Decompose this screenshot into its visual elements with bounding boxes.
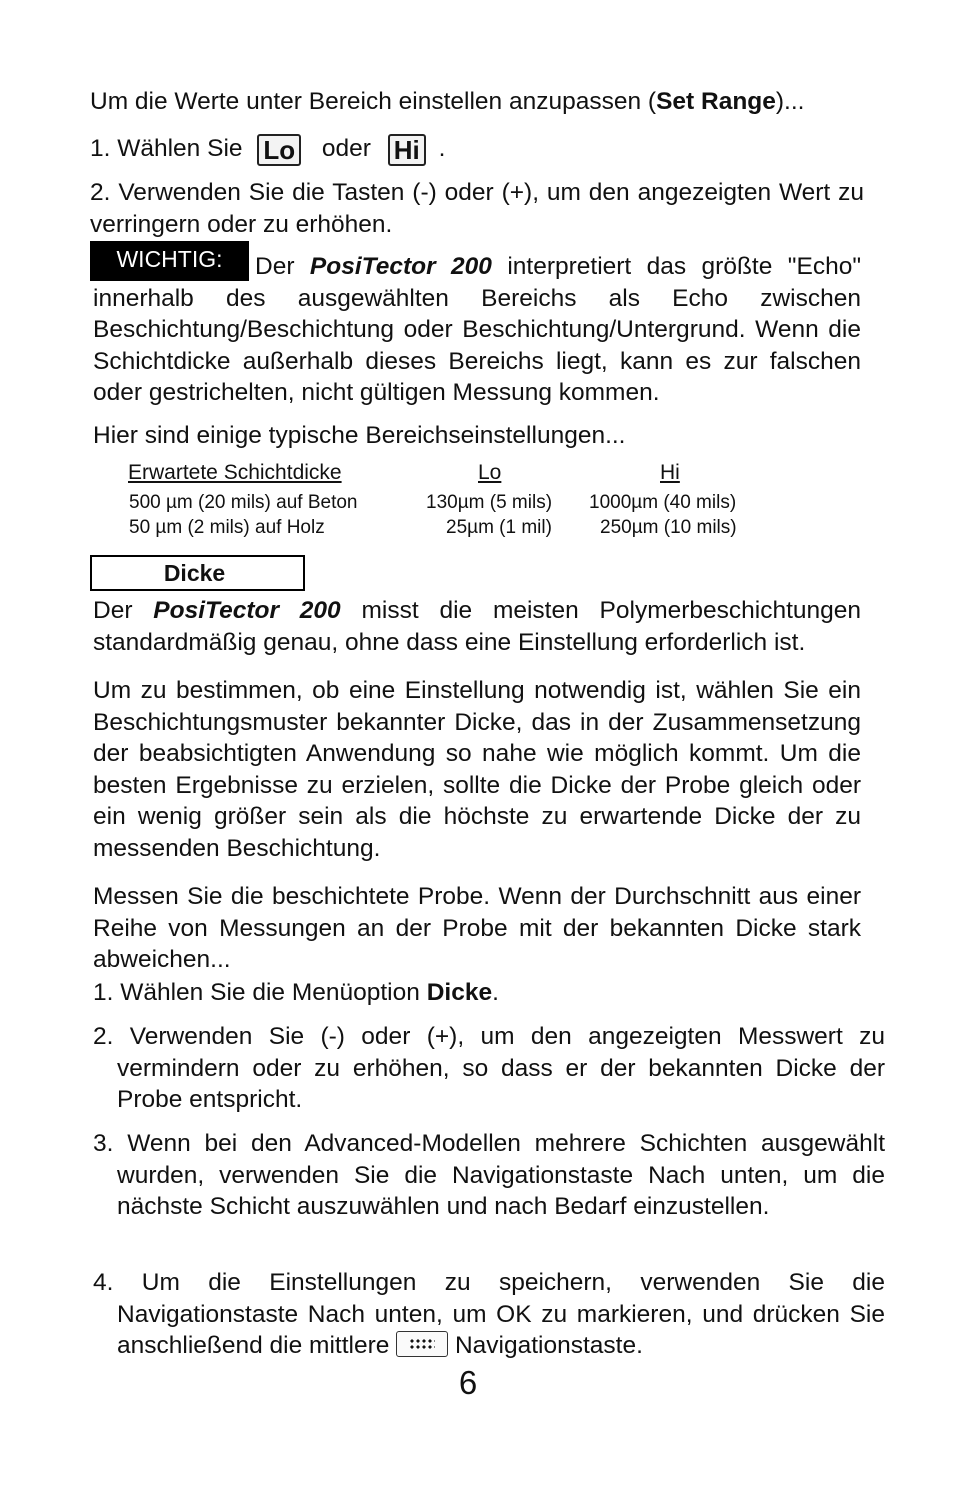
dicke-step-1 xyxy=(93,977,861,1009)
intro-text-end: )... xyxy=(775,88,805,115)
para1-text: misst die meisten Polymerbeschichtungen standardmäßig genau, ohne dass eine Einstellung erforderlich ist. xyxy=(93,597,862,656)
important-paragraph xyxy=(93,251,861,409)
table-cell: 250µm (10 mils) xyxy=(600,517,737,538)
brand-name: PosiTector 200 xyxy=(153,597,341,624)
table-cell: 130µm (5 mils) xyxy=(426,492,553,513)
important-lead: Der xyxy=(255,253,295,280)
hi-key-icon: Hi xyxy=(388,134,426,166)
table-header-hi: Hi xyxy=(660,461,680,484)
intro-text: Um die Werte unter Bereich einstellen anzupassen ( xyxy=(90,88,657,115)
table-cell: 50 µm (2 mils) auf Holz xyxy=(129,517,325,538)
center-navigation-key-icon xyxy=(396,1331,448,1357)
dicke-paragraph-3: Messen Sie die beschichtete Probe. Wenn der Durchschnitt aus einer Reihe von Messungen an der Probe mit der bekannten Dicke stark abweichen... xyxy=(93,883,861,974)
step-1-oder: oder xyxy=(321,135,371,162)
page-number: 6 xyxy=(458,1364,478,1401)
table-cell: 500 µm (20 mils) auf Beton xyxy=(129,492,358,513)
step-1-period: . xyxy=(492,979,499,1006)
dicke-step-4 xyxy=(93,1267,885,1362)
step-4-text-end: Navigationstaste. xyxy=(454,1332,643,1360)
section-heading-dicke xyxy=(90,555,305,591)
lo-key-icon: Lo xyxy=(257,134,301,166)
menu-option-dicke: Dicke xyxy=(426,979,493,1006)
intro-paragraph xyxy=(90,86,864,118)
brand-name: PosiTector 200 xyxy=(309,253,492,280)
section-title: Dicke xyxy=(163,560,226,586)
typical-settings-intro: Hier sind einige typische Bereichseinstellungen... xyxy=(93,422,626,449)
dicke-step-2: 2. Verwenden Sie (-) oder (+), um den angezeigten Messwert zu vermindern oder zu erhöhen, so dass er der bekannten Dicke der Probe entspricht. xyxy=(93,1023,885,1114)
para1-lead: Der xyxy=(93,597,133,624)
table-cell: 1000µm (40 mils) xyxy=(589,492,737,513)
step-2-paragraph: 2. Verwenden Sie die Tasten (-) oder (+), um den angezeigten Wert zu verringern oder zu erhöhen. xyxy=(90,179,864,238)
important-text: interpretiert das größte "Echo" innerhalb des ausgewählten Bereichs als Echo zwischen Beschichtung/Beschichtung oder Beschichtung/Untergrund. Wenn die Schichtdicke außerhalb dieses Bereichs liegt, kann es zur falschen oder gestrichelten, nicht gültigen Messung kommen. xyxy=(93,253,862,407)
important-label: WICHTIG: xyxy=(90,241,249,281)
step-1-text: 1. Wählen Sie die Menüoption xyxy=(93,979,420,1006)
dicke-paragraph-2: Um zu bestimmen, ob eine Einstellung notwendig ist, wählen Sie ein Beschichtungsmuster bekannter Dicke, das in der Zusammensetzung der beabsichtigten Anwendung so nahe wie möglich kommt. Um die besten Ergebnisse zu erzielen, sollte die Dicke der Probe gleich oder ein wenig größer sein als die höchste zu erwartende Dicke der zu messenden Beschichtung. xyxy=(93,677,861,862)
step-1-text: 1. Wählen Sie xyxy=(90,135,243,162)
step-4-text: 4. Um die Einstellungen zu speichern, verwenden Sie die Navigationstaste Nach unten, um OK zu markieren, und drücken Sie anschließend die mittlere xyxy=(93,1269,885,1360)
set-range-term: Set Range xyxy=(656,88,776,115)
dicke-paragraph-1 xyxy=(93,595,861,658)
dicke-step-3: 3. Wenn bei den Advanced-Modellen mehrere Schichten ausgewählt wurden, verwenden Sie die Navigationstaste Nach unten, um die nächste Schicht auszuwählen und nach Bedarf einzustellen. xyxy=(93,1130,885,1221)
table-cell: 25µm (1 mil) xyxy=(446,517,552,538)
table-header-thickness: Erwartete Schichtdicke xyxy=(128,461,342,484)
table-header-lo: Lo xyxy=(478,461,502,484)
step-1-select-lo-hi xyxy=(90,133,445,166)
step-1-period: . xyxy=(438,135,446,162)
